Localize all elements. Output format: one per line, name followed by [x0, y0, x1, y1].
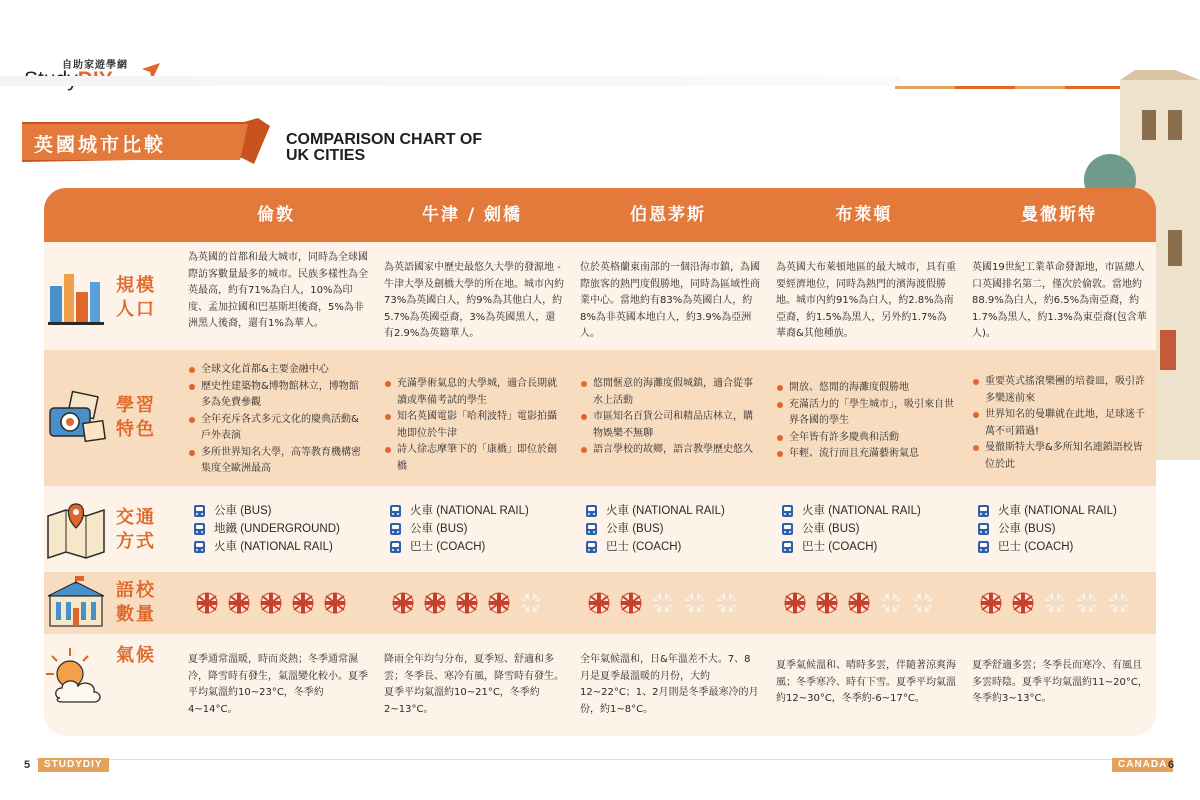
row-label-climate-1: 氣候: [116, 645, 156, 666]
bus-icon: [782, 505, 793, 517]
transport-label: 火車 (NATIONAL RAIL): [802, 505, 921, 517]
row-label-transport: [106, 506, 166, 554]
flag-icon-filled: [292, 592, 314, 614]
table-header: [44, 188, 1156, 242]
bus-icon: [586, 541, 597, 553]
flag-icon-filled: [620, 592, 642, 614]
cell-climate-manchester: [972, 658, 1148, 708]
bus-icon: [390, 505, 401, 517]
cell-climate-brighton: [776, 658, 956, 708]
cell-text: 夏季通常溫暖，時而炎熱；冬季通常濕冷，降雪時有發生，氣溫變化較小。夏季平均氣溫約10~23°C，冬季約4~14°C。: [188, 654, 368, 715]
list-item: [978, 502, 1148, 520]
flag-icon-filled: [980, 592, 1002, 614]
page-number-right: 6: [1168, 759, 1175, 771]
row-label-scale: [106, 274, 166, 322]
transport-label: 公車 (BUS): [998, 523, 1056, 535]
transport-list: [194, 502, 370, 556]
flag-icon-filled: [392, 592, 414, 614]
row-label-climate: [106, 644, 166, 668]
list-item: 悠閒愜意的海灘度假城鎮，適合從事水上活動: [580, 376, 760, 409]
bus-icon: [586, 523, 597, 535]
list-item: 充滿活力的「學生城市」，吸引來自世界各國的學生: [776, 397, 956, 430]
col-header-london: 倫敦: [257, 205, 295, 225]
transport-label: 公車 (BUS): [802, 523, 860, 535]
list-item: [978, 520, 1148, 538]
flag-icon-filled: [488, 592, 510, 614]
flag-icon-filled: [228, 592, 250, 614]
transport-label: 巴士 (COACH): [802, 541, 878, 553]
list-item: [390, 502, 566, 520]
flag-icon-filled: [1012, 592, 1034, 614]
map-pin-icon: [44, 498, 108, 562]
flag-icon-filled: [456, 592, 478, 614]
flag-icon-filled: [424, 592, 446, 614]
cell-study-london: [188, 362, 368, 478]
page-title: 英國城市比較: [34, 134, 167, 156]
flag-icon-empty: [652, 592, 674, 614]
list-item: [194, 538, 370, 556]
cell-transport-manchester: [978, 502, 1148, 556]
list-item: 知名英國電影「哈利波特」電影拍攝地即位於牛津: [384, 409, 564, 442]
cell-text: 為英國大布萊頓地區的最大城市，具有重要經濟地位，同時為熱門的濱海渡假勝地。城市內約91%為白人，約2.8%為南亞裔，約1.5%為黑人，另外約1.7%為華裔&其他種族。: [776, 262, 956, 339]
cell-scale-oxford: [384, 260, 564, 343]
list-item: [586, 502, 762, 520]
bullet-list: [188, 362, 368, 478]
row-climate: [44, 634, 1156, 736]
school-rating-brighton: [784, 592, 934, 614]
transport-label: 火車 (NATIONAL RAIL): [998, 505, 1117, 517]
school-building-icon: [44, 574, 108, 632]
list-item: 多所世界知名大學，高等教育機構密集度全歐洲最高: [188, 445, 368, 478]
list-item: 年輕、流行而且充滿藝術氣息: [776, 446, 956, 463]
row-label-transport-1: 交通: [116, 507, 156, 528]
bus-icon: [978, 541, 989, 553]
row-label-study-1: 學習: [116, 395, 156, 416]
transport-list: [586, 502, 762, 556]
cell-text: 全年氣候溫和，日&年溫差不大。7、8月是夏季最溫暖的月份，大約12~22°C；1、2月則是冬季最寒冷的月份，約1~8°C。: [580, 654, 759, 715]
flag-icon-empty: [684, 592, 706, 614]
bus-icon: [194, 505, 205, 517]
bus-icon: [782, 541, 793, 553]
list-item: [586, 538, 762, 556]
list-item: 市區知名百貨公司和精品店林立，購物娛樂不無聊: [580, 409, 760, 442]
bus-icon: [390, 523, 401, 535]
logo[interactable]: [24, 56, 164, 92]
transport-list: [390, 502, 566, 556]
list-item: 語言學校的故鄉，語言教學歷史悠久: [580, 442, 760, 459]
flag-icon-empty: [1076, 592, 1098, 614]
list-item: [194, 502, 370, 520]
row-scale: [44, 242, 1156, 350]
cell-climate-oxford: [384, 652, 564, 718]
cell-text: 英國19世紀工業革命發源地，市區總人口英國排名第二，僅次於倫敦。當地約88.9%為白人，約6.5%為南亞裔，約1.7%為黑人，約1.3%為東亞裔(包含華人)。: [972, 262, 1147, 339]
row-label-scale-2: 人口: [116, 299, 156, 320]
list-item: 重要英式搖滾樂團的培養皿，吸引許多樂迷前來: [972, 374, 1148, 407]
bullet-list: [972, 374, 1148, 473]
flag-icon-filled: [848, 592, 870, 614]
transport-list: [978, 502, 1148, 556]
school-rating-london: [196, 592, 346, 614]
bus-icon: [586, 505, 597, 517]
transport-label: 巴士 (COACH): [998, 541, 1074, 553]
list-item: [782, 520, 958, 538]
cell-study-brighton: [776, 380, 956, 463]
transport-label: 火車 (NATIONAL RAIL): [410, 505, 529, 517]
flag-icon-empty: [520, 592, 542, 614]
list-item: [390, 520, 566, 538]
flag-icon-filled: [588, 592, 610, 614]
list-item: 全年充斥各式多元文化的慶典活動&戶外表演: [188, 412, 368, 445]
school-rating-manchester: [980, 592, 1130, 614]
cell-text: 夏季氣候溫和、晴時多雲，伴隨著涼爽海風；冬季寒冷、時有下雪。夏季平均氣溫約12~30°C，冬季約-6~17°C。: [776, 660, 956, 704]
school-rating-oxford: [392, 592, 542, 614]
flag-icon-filled: [196, 592, 218, 614]
list-item: 歷史性建築物&博物館林立，博物館多為免費參觀: [188, 379, 368, 412]
school-rating-bournemouth: [588, 592, 738, 614]
cell-scale-bournemouth: [580, 260, 760, 343]
row-label-schools-1: 語校: [116, 580, 156, 601]
list-item: 世界知名的曼聯就在此地，足球迷千萬不可錯過!: [972, 407, 1148, 440]
list-item: [390, 538, 566, 556]
sun-cloud-icon: [44, 646, 108, 710]
camera-photos-icon: [44, 386, 108, 450]
list-item: [978, 538, 1148, 556]
title-en-line1: COMPARISON CHART OF: [286, 131, 483, 148]
col-header-oxford-cambridge: 牛津 / 劍橋: [421, 205, 523, 225]
list-item: 詩人徐志摩筆下的「康橋」即位於劍橋: [384, 442, 564, 475]
cell-climate-bournemouth: [580, 652, 760, 718]
city-buildings-icon: [44, 264, 108, 328]
cell-transport-brighton: [782, 502, 958, 556]
flag-icon-empty: [1044, 592, 1066, 614]
transport-label: 公車 (BUS): [214, 505, 272, 517]
col-header-manchester: 曼徹斯特: [1021, 205, 1097, 225]
page-number-left: 5: [24, 759, 31, 771]
flag-icon-filled: [784, 592, 806, 614]
row-label-scale-1: 規模: [116, 275, 156, 296]
cell-study-manchester: [972, 374, 1148, 473]
flag-icon-filled: [324, 592, 346, 614]
transport-label: 地鐵 (UNDERGROUND): [214, 523, 340, 535]
bus-icon: [978, 523, 989, 535]
flag-icon-empty: [880, 592, 902, 614]
list-item: 曼徹斯特大學&多所知名連鎖語校皆位於此: [972, 440, 1148, 473]
col-header-brighton: 布萊頓: [835, 205, 893, 225]
cell-study-bournemouth: [580, 376, 760, 459]
flag-icon-filled: [816, 592, 838, 614]
list-item: 開放、悠閒的海灘度假勝地: [776, 380, 956, 397]
cell-transport-london: [194, 502, 370, 556]
list-item: [194, 520, 370, 538]
title-en-line2: UK CITIES: [286, 147, 366, 164]
bullet-list: [580, 376, 760, 459]
cell-scale-manchester: [972, 260, 1148, 343]
row-label-study-2: 特色: [116, 419, 156, 440]
list-item: [586, 520, 762, 538]
transport-label: 火車 (NATIONAL RAIL): [214, 541, 333, 553]
page-title-english: [286, 132, 482, 164]
row-label-schools: [106, 579, 166, 627]
cell-climate-london: [188, 652, 368, 718]
transport-label: 公車 (BUS): [410, 523, 468, 535]
transport-list: [782, 502, 958, 556]
cell-text: 夏季舒適多雲；冬季長而寒冷、有風且多雲時陰。夏季平均氣溫約11~20°C，冬季約3~13°C。: [972, 660, 1148, 704]
row-label-study: [106, 394, 166, 442]
cell-scale-london: [188, 250, 368, 333]
bus-icon: [978, 505, 989, 517]
flag-icon-empty: [912, 592, 934, 614]
flag-icon-empty: [716, 592, 738, 614]
cell-text: 為英國的首都和最大城市，同時為全球國際訪客數量最多的城市。民族多樣性為全英最高，約有71%為白人，10%為印度、孟加拉國和巴基斯坦後裔，5%為非洲黑人後裔，還有1%為華人。: [188, 252, 368, 329]
row-schools: [44, 572, 1156, 634]
transport-label: 火車 (NATIONAL RAIL): [606, 505, 725, 517]
transport-label: 公車 (BUS): [606, 523, 664, 535]
bus-icon: [390, 541, 401, 553]
footer-tag-right: CANADA: [1112, 758, 1173, 772]
list-item: 全年皆有許多慶典和活動: [776, 430, 956, 447]
cell-study-oxford: [384, 376, 564, 475]
row-study: [44, 350, 1156, 486]
comparison-table: [44, 188, 1156, 736]
flag-icon-empty: [1108, 592, 1130, 614]
list-item: [782, 538, 958, 556]
transport-label: 巴士 (COACH): [410, 541, 486, 553]
bus-icon: [194, 541, 205, 553]
row-label-schools-2: 數量: [116, 604, 156, 625]
cell-scale-brighton: [776, 260, 956, 343]
flag-icon-filled: [260, 592, 282, 614]
footer-line: [36, 759, 1160, 771]
bullet-list: [776, 380, 956, 463]
cell-text: 降雨全年均勻分布，夏季短、舒適和多雲；冬季長、寒冷有風，降雪時有發生。夏季平均氣溫約10~21°C，冬季約2~13°C。: [384, 654, 564, 715]
bullet-list: [384, 376, 564, 475]
header-bar: [0, 76, 900, 86]
cell-text: 位於英格蘭東南部的一個沿海市鎮，為國際旅客的熱門度假勝地，同時為區域性商業中心。當地約有83%為英國白人，約8%為非英國本地白人，約3.9%為亞洲人。: [580, 262, 760, 339]
col-header-bournemouth: 伯恩茅斯: [630, 205, 706, 225]
list-item: 全球文化首都&主要金融中心: [188, 362, 368, 379]
cell-transport-bournemouth: [586, 502, 762, 556]
logo-subtitle: 自助家遊學網: [62, 60, 128, 71]
cell-transport-oxford: [390, 502, 566, 556]
footer-tag-left: STUDYDIY: [38, 758, 109, 772]
cell-text: 為英語國家中歷史最悠久大學的發源地 - 牛津大學及劍橋大學的所在地。城市內約73%為英國白人，約9%為其他白人，約5.7%為英國亞裔，3%為英國黑人，還有2.9%為英籍華人。: [384, 262, 564, 339]
list-item: [782, 502, 958, 520]
row-label-transport-2: 方式: [116, 531, 156, 552]
bus-icon: [194, 523, 205, 535]
row-transport: [44, 486, 1156, 572]
list-item: 充滿學術氣息的大學城，適合長期就讀或準備考試的學生: [384, 376, 564, 409]
transport-label: 巴士 (COACH): [606, 541, 682, 553]
bus-icon: [782, 523, 793, 535]
